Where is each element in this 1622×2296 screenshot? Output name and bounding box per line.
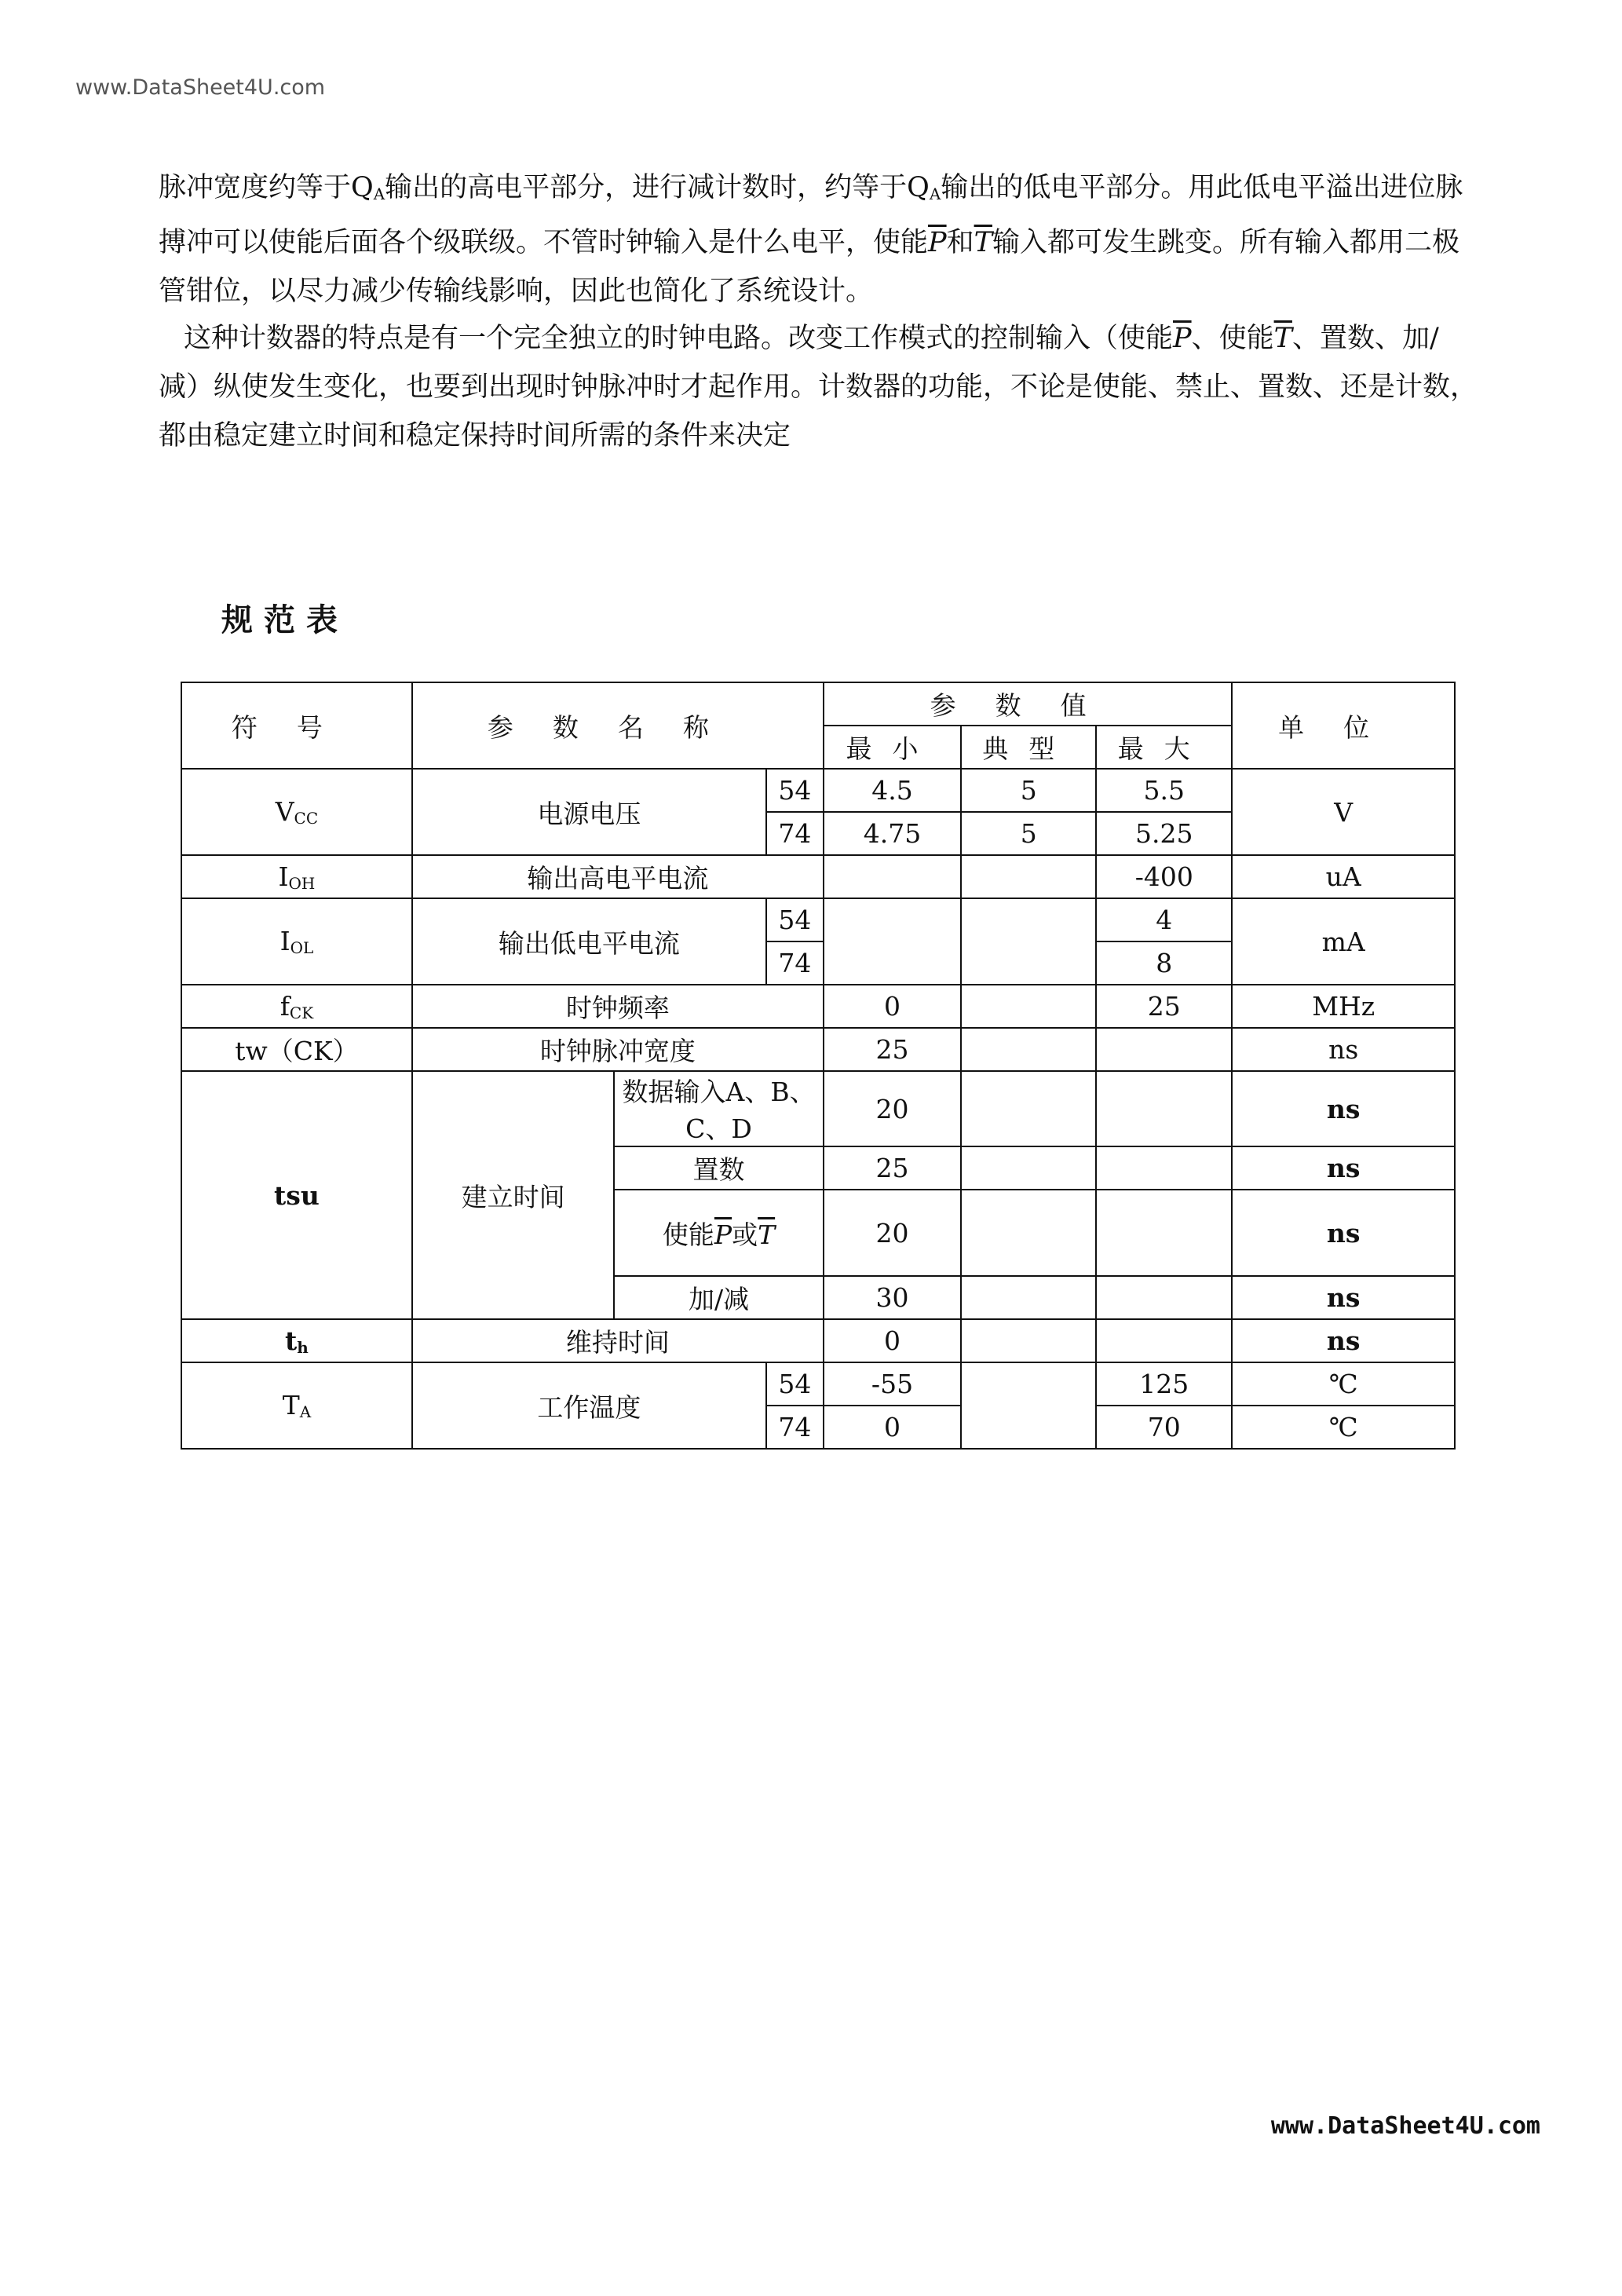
table-row: 置数 25 ns xyxy=(181,1146,1455,1190)
table-row: 74 8 xyxy=(181,941,1455,985)
table-header-row xyxy=(181,682,1455,726)
table-row: $f_{CK}$ 时钟频率 0 25 MHz xyxy=(181,985,1455,1028)
t-bar-symbol: $\overline{T}$ xyxy=(758,1219,776,1250)
table-row: 使能$\overline{P}$或$\overline{T}$ 20 ns xyxy=(181,1190,1455,1276)
footer-url[interactable]: www.DataSheet4U.com xyxy=(1270,2112,1540,2140)
table-row: 74 0 70 ℃ xyxy=(181,1406,1455,1449)
header-unit: 单位 xyxy=(1232,682,1455,769)
paragraph-2: 这种计数器的特点是有一个完全独立的时钟电路。改变工作模式的控制输入（使能$\overline{P}$、使能$\overline{T}$、置数、加/减）纵使发生变化，也要到出现时钟脉冲时才起作用。计数器的功能，不论是使能、禁止、置数、还是计数，都由稳定建立时间和稳定保持时间所需的条件来决定 xyxy=(159,323,1478,452)
symbol-vcc: $V_{CC}$ xyxy=(181,769,412,855)
symbol-ta: $T_A$ xyxy=(181,1362,412,1449)
header-url[interactable]: www.DataSheet4U.com xyxy=(75,75,326,100)
symbol-tw: tw（CK） xyxy=(181,1028,412,1071)
symbol-fck: $f_{CK}$ xyxy=(181,985,412,1028)
header-min: 最小 xyxy=(824,726,961,769)
symbol-iol: $I_{OL}$ xyxy=(181,898,412,985)
table-row: $t_h$ 维持时间 0 ns xyxy=(181,1319,1455,1362)
table-row: 74 4.75 5 5.25 xyxy=(181,812,1455,855)
header-param-value: 参数值 xyxy=(824,682,1233,726)
t-bar-symbol: $\overline{T}$ xyxy=(1273,323,1292,354)
header-max: 最大 xyxy=(1096,726,1232,769)
table-row: $V_{CC}$ 电源电压 54 4.5 5 5.5 V xyxy=(181,769,1455,812)
t-bar-symbol: $\overline{T}$ xyxy=(974,227,992,258)
table-row: $T_A$ 工作温度 54 -55 125 ℃ xyxy=(181,1362,1455,1406)
header-typ: 典型 xyxy=(961,726,1096,769)
symbol-ioh: $I_{OH}$ xyxy=(181,855,412,898)
p-bar-symbol: $\overline{P}$ xyxy=(1173,323,1192,354)
table-row: tsu 建立时间 数据输入A、B、C、D 20 ns xyxy=(181,1071,1455,1146)
symbol-th: $t_h$ xyxy=(181,1319,412,1362)
paragraph-1: 脉冲宽度约等于$Q_A$输出的高电平部分，进行减计数时，约等于$Q_A$输出的低电平部分。用此低电平溢出进位脉搏冲可以使能后面各个级联级。不管时钟输入是什么电平，使能$\overline{P}$和$\overline{T}$输入都可发生跳变。所有输入都用二极管钳位，以尽力减少传输线影响，因此也简化了系统设计。 xyxy=(159,172,1463,307)
table-title: 规范表 xyxy=(221,601,349,638)
header-symbol: 符号 xyxy=(181,682,412,769)
p-bar-symbol: $\overline{P}$ xyxy=(928,227,947,258)
table-row: 加/减 30 ns xyxy=(181,1276,1455,1319)
table-row: $I_{OH}$ 输出高电平电流 -400 uA xyxy=(181,855,1455,898)
p-bar-symbol: $\overline{P}$ xyxy=(714,1219,732,1250)
table-row: $I_{OL}$ 输出低电平电流 54 4 mA xyxy=(181,898,1455,941)
header-param-name: 参数名称 xyxy=(412,682,824,769)
spec-table xyxy=(181,682,1456,1450)
symbol-tsu: tsu xyxy=(181,1071,412,1319)
table-row: tw（CK） 时钟脉冲宽度 25 ns xyxy=(181,1028,1455,1071)
